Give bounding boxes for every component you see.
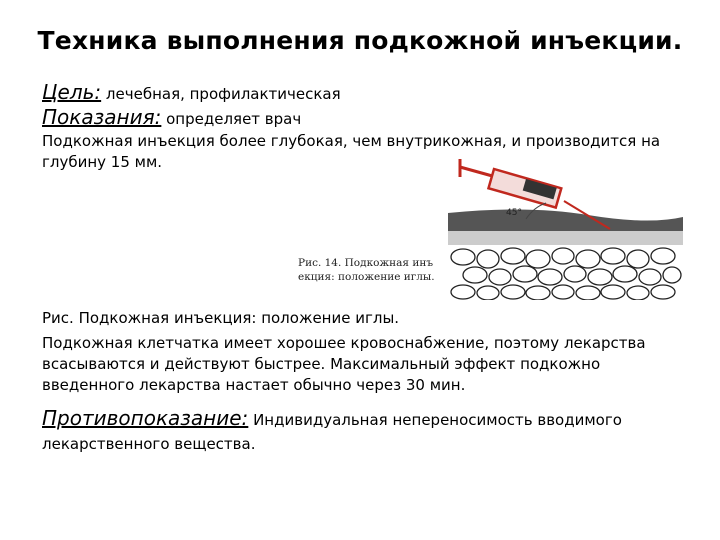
indications-line xyxy=(42,105,301,129)
goal-text: лечебная, профилактическая xyxy=(101,85,341,103)
goal-label: Цель: xyxy=(42,80,102,104)
indications-text: определяет врач xyxy=(161,110,302,128)
intro-paragraph: Подкожная инъекция более глубокая, чем внутрикожная, и производится на глубину 15 мм. xyxy=(42,132,661,171)
figure-inner-caption xyxy=(298,256,435,284)
angle-label: 45° xyxy=(506,208,522,218)
figure-caption: Рис. Подкожная инъекция: положение иглы. xyxy=(42,309,400,327)
figure-inner-caption-line1: Рис. 14. Подкожная инъ xyxy=(298,257,434,269)
skin-layer xyxy=(448,209,683,231)
indications-label: Показания: xyxy=(42,105,162,129)
contraindication-paragraph xyxy=(42,406,692,456)
goal-line xyxy=(42,80,341,104)
figure-inner-caption-line2: екция: положение иглы. xyxy=(298,271,435,283)
contraindication-label: Противопоказание: xyxy=(42,406,249,430)
fat-cells xyxy=(451,248,681,300)
page-title: Техника выполнения подкожной инъекции. xyxy=(37,26,683,55)
dermis-layer xyxy=(448,231,683,245)
contraindication-text: Индивидуальная непереносимость вводимого лекарственного вещества. xyxy=(42,411,622,453)
body-paragraph: Подкожная клетчатка имеет хорошее кровоснабжение, поэтому лекарства всасываются и действуют быстрее. Максимальный эффект подкожно введенного лекарства настает обычно через 30 мин. xyxy=(42,334,646,394)
